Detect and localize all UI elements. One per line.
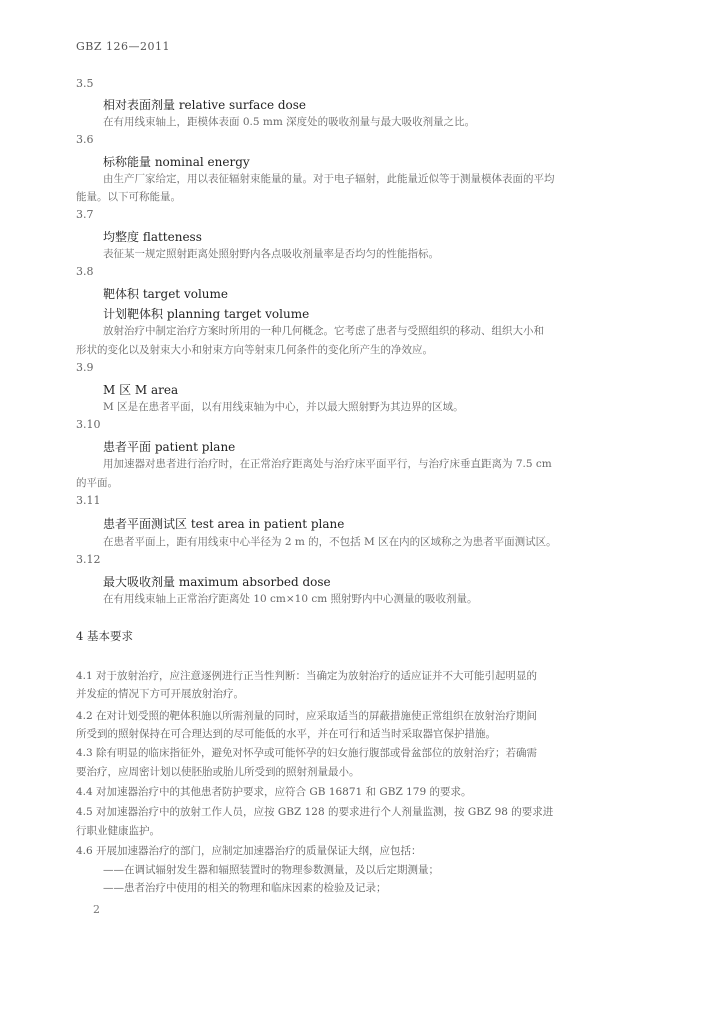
requirement-list-item: ——在调试辐射发生器和辐照装置时的物理参数测量，及以后定期测量； [103,864,439,876]
definition-text: 表征某一规定照射距离处照射野内各点吸收剂量率是否均匀的性能指标。 [103,248,439,260]
term-title: 患者平面测试区 test area in patient plane [103,517,345,531]
definition-text: 放射治疗中制定治疗方案时所用的一种几何概念。它考虑了患者与受照组织的移动、组织大小和 [103,325,544,337]
term-title: M 区 M area [103,383,179,397]
term-title: 患者平面 patient plane [103,440,236,454]
clause-number: 3.6 [76,133,94,146]
requirement-text: 4.4 对加速器治疗中的其他患者防护要求，应符合 GB 16871 和 GBZ 179 的要求。 [76,786,472,798]
clause-number: 3.12 [76,553,101,566]
definition-text: 在有用线束轴上，距模体表面 0.5 mm 深度处的吸收剂量与最大吸收剂量之比。 [103,116,476,128]
clause-number: 3.11 [76,494,101,507]
definition-text: M 区是在患者平面，以有用线束轴为中心，并以最大照射野为其边界的区域。 [103,401,464,413]
clause-number: 3.10 [76,418,101,431]
requirement-text: 并发症的情况下方可开展放射治疗。 [76,688,244,700]
requirement-list-item: ——患者治疗中使用的相关的物理和临床因素的检验及记录； [103,882,387,894]
definition-text: 的平面。 [76,477,118,489]
definition-text: 由生产厂家给定，用以表征辐射束能量的量。对于电子辐射，此能量近似等于测量模体表面的平均 [103,173,555,185]
clause-number: 3.8 [76,265,94,278]
requirement-text: 4.5 对加速器治疗中的放射工作人员，应按 GBZ 128 的要求进行个人剂量监测，按 GBZ 98 的要求进 [76,806,554,818]
definition-text: 用加速器对患者进行治疗时，在正常治疗距离处与治疗床平面平行，与治疗床垂直距离为 7.5 cm [103,458,552,470]
clause-number: 3.7 [76,208,94,221]
requirement-text: 要治疗，应周密计划以使胚胎或胎儿所受到的照射剂量最小。 [76,766,360,778]
requirement-text: 所受到的照射保持在可合理达到的尽可能低的水平，并在可行和适当时采取器官保护措施。 [76,728,496,740]
term-title: 相对表面剂量 relative surface dose [103,98,307,112]
page-header: GBZ 126—2011 [76,40,170,53]
term-title: 标称能量 nominal energy [103,155,250,169]
requirement-text: 4.2 在对计划受照的靶体积施以所需剂量的同时，应采取适当的屏蔽措施使正常组织在放射治疗期间 [76,710,538,722]
page-number: 2 [93,903,100,916]
section-heading: 4 基本要求 [76,629,133,643]
term-title: 靶体积 target volume [103,287,228,301]
term-title: 均整度 flatteness [103,230,202,244]
definition-text: 能量。以下可称能量。 [76,191,181,203]
definition-text: 形状的变化以及射束大小和射束方向等射束几何条件的变化所产生的净效应。 [76,344,433,356]
definition-text: 在患者平面上，距有用线束中心半径为 2 m 的，不包括 M 区在内的区域称之为患者平面测试区。 [103,536,557,548]
requirement-text: 4.3 除有明显的临床指征外，避免对怀孕或可能怀孕的妇女施行腹部或骨盆部位的放射治疗；若确需 [76,747,538,759]
term-title: 最大吸收剂量 maximum absorbed dose [103,575,331,589]
term-title-alt: 计划靶体积 planning target volume [103,307,310,321]
clause-number: 3.5 [76,77,94,90]
clause-number: 3.9 [76,361,94,374]
definition-text: 在有用线束轴上正常治疗距离处 10 cm×10 cm 照射野内中心测量的吸收剂量。 [103,593,478,605]
requirement-text: 4.1 对于放射治疗，应注意逐例进行正当性判断：当确定为放射治疗的适应证并不大可能引起明显的 [76,670,538,682]
requirement-text: 行职业健康监护。 [76,825,160,837]
requirement-text: 4.6 开展加速器治疗的部门，应制定加速器治疗的质量保证大纲，应包括： [76,845,422,857]
